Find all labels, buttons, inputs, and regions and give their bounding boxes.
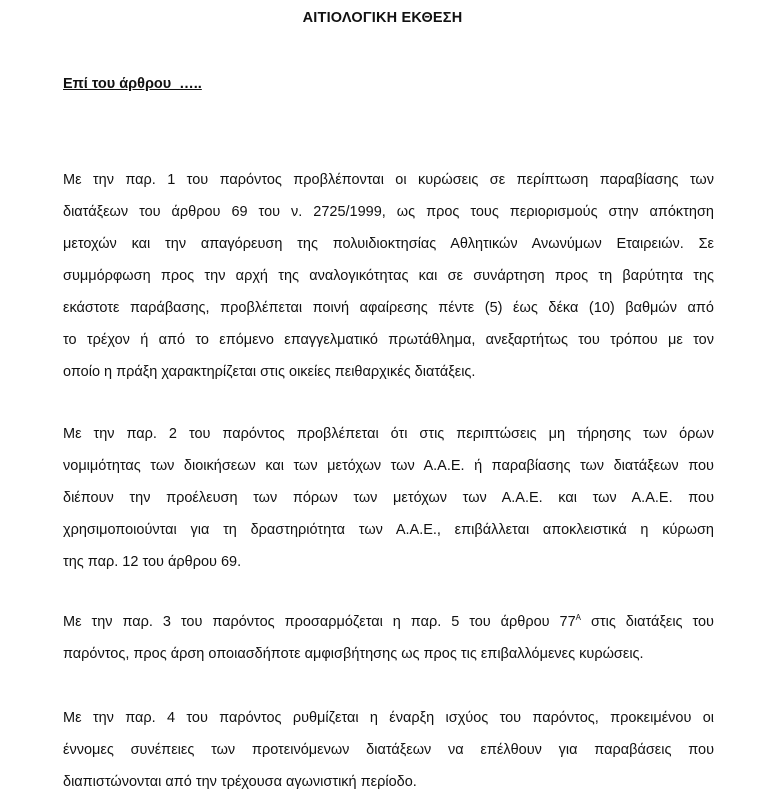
- paragraph-line: Με την παρ. 4 του παρόντος ρυθμίζεται η έναρξη ισχύος του παρόντος, προκειμένου οι: [63, 710, 714, 726]
- paragraph-line: έννομες συνέπειες των προτεινόμενων διατάξεων να επέλθουν για παραβάσεις που: [63, 742, 714, 758]
- paragraph-line: το τρέχον ή από το επόμενο επαγγελματικό πρωτάθλημα, ανεξαρτήτως του τρόπου με τον: [63, 332, 714, 348]
- paragraph-line: διαπιστώνονται από την τρέχουσα αγωνιστική περίοδο.: [63, 774, 417, 790]
- paragraph-line: [63, 606, 714, 638]
- paragraph-3: [63, 606, 714, 670]
- paragraph-line: μετοχών και την απαγόρευση της πολυιδιοκτησίας Αθλητικών Ανωνύμων Εταιρειών. Σε: [63, 236, 714, 252]
- paragraph-line: παρόντος, προς άρση οποιασδήποτε αμφισβήτησης ως προς τις επιβαλλόμενες κυρώσεις.: [63, 646, 644, 662]
- paragraph-line: εκάστοτε παράβασης, προβλέπεται ποινή αφαίρεσης πέντε (5) έως δέκα (10) βαθμών από: [63, 300, 714, 316]
- superscript-alpha: Α: [575, 613, 582, 622]
- paragraph-1: [63, 164, 714, 388]
- paragraph-line: διατάξεων του άρθρου 69 του ν. 2725/1999, ως προς τους περιορισμούς στην απόκτηση: [63, 204, 714, 220]
- paragraph-line: νομιμότητας των διοικήσεων και των μετόχων των Α.Α.Ε. ή παραβίασης των διατάξεων που: [63, 458, 714, 474]
- paragraph-line: Με την παρ. 1 του παρόντος προβλέπονται οι κυρώσεις σε περίπτωση παραβίασης των: [63, 172, 714, 188]
- paragraph-2: [63, 418, 714, 578]
- document-title: ΑΙΤΙΟΛΟΓΙΚΗ ΕΚΘΕΣΗ: [302, 10, 463, 26]
- paragraph-line: της παρ. 12 του άρθρου 69.: [63, 554, 242, 570]
- paragraph-line: οποίο η πράξη χαρακτηρίζεται στις οικείες πειθαρχικές διατάξεις.: [63, 364, 476, 380]
- paragraph-text: Με την παρ. 3 του παρόντος προσαρμόζεται η παρ. 5 του άρθρου 77: [63, 614, 576, 630]
- article-heading: Επί του άρθρου …..: [63, 76, 202, 92]
- paragraph-line: συμμόρφωση προς την αρχή της αναλογικότητας και σε συνάρτηση προς τη βαρύτητα της: [63, 268, 714, 284]
- paragraph-line: διέπουν την προέλευση των πόρων των μετόχων των Α.Α.Ε. και των Α.Α.Ε. που: [63, 490, 714, 506]
- paragraph-4: [63, 702, 714, 798]
- paragraph-text: στις διατάξεις του: [581, 614, 714, 630]
- paragraph-line: χρησιμοποιούνται για τη δραστηριότητα των Α.Α.Ε., επιβάλλεται αποκλειστικά η κύρωση: [63, 522, 714, 538]
- paragraph-line: Με την παρ. 2 του παρόντος προβλέπεται ότι στις περιπτώσεις μη τήρησης των όρων: [63, 426, 714, 442]
